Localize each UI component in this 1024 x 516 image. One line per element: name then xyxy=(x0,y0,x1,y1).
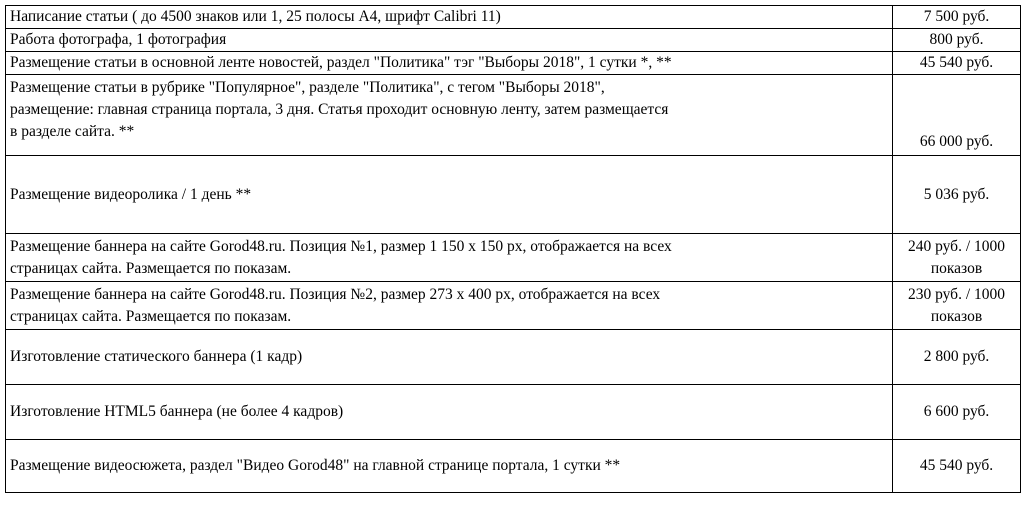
price-text: 45 540 руб. xyxy=(919,457,994,474)
table-row xyxy=(6,385,1021,440)
service-cell xyxy=(6,29,893,52)
service-text: Размещение баннера на сайте Gorod48.ru. Позиция №1, размер 1 150 х 150 px, отображается на всех xyxy=(10,237,672,255)
price-cell xyxy=(893,75,1021,156)
price-cell xyxy=(893,156,1021,234)
price-text: 240 руб. / 1000 xyxy=(907,237,1006,255)
table-row xyxy=(6,52,1021,75)
service-text: Изготовление HTML5 баннера (не более 4 кадров) xyxy=(10,403,344,420)
service-cell xyxy=(6,156,893,234)
service-text: Размещение видеоролика / 1 день ** xyxy=(10,185,252,203)
price-text: 2 800 руб. xyxy=(923,348,990,365)
price-text: 7 500 руб. xyxy=(923,8,990,25)
price-text: 66 000 руб. xyxy=(919,133,994,150)
service-text: Работа фотографа, 1 фотография xyxy=(10,31,227,48)
table-row xyxy=(6,75,1021,156)
price-cell xyxy=(893,385,1021,440)
service-text: Размещение видеосюжета, раздел "Видео Gorod48" на главной странице портала, 1 сутки ** xyxy=(10,457,621,474)
service-cell xyxy=(6,330,893,385)
service-text: страницах сайта. Размещается по показам. xyxy=(10,259,292,277)
price-text: 5 036 руб. xyxy=(923,185,990,203)
service-text: Размещение статьи в основной ленте новостей, раздел "Политика" тэг "Выборы 2018", 1 сутки *, ** xyxy=(10,54,672,71)
service-cell xyxy=(6,282,893,330)
table-row xyxy=(6,282,1021,330)
service-cell xyxy=(6,234,893,282)
price-cell xyxy=(893,234,1021,282)
price-table xyxy=(5,5,1021,493)
price-cell xyxy=(893,440,1021,493)
service-cell xyxy=(6,75,893,156)
price-text: 45 540 руб. xyxy=(919,54,994,71)
service-text: в разделе сайта. ** xyxy=(10,123,135,140)
service-cell xyxy=(6,52,893,75)
service-cell xyxy=(6,6,893,29)
service-text: Написание статьи ( до 4500 знаков или 1, 25 полосы А4, шрифт Calibri 11) xyxy=(10,8,501,25)
service-text: Размещение баннера на сайте Gorod48.ru. Позиция №2, размер 273 х 400 px, отображается на всех xyxy=(10,285,661,303)
price-cell xyxy=(893,52,1021,75)
table-row xyxy=(6,6,1021,29)
service-text: страницах сайта. Размещается по показам. xyxy=(10,307,292,325)
service-text: Изготовление статического баннера (1 кадр) xyxy=(10,348,303,365)
table-row xyxy=(6,29,1021,52)
table-row xyxy=(6,440,1021,493)
service-text: размещение: главная страница портала, 3 дня. Статья проходит основную ленту, затем размещается xyxy=(10,101,669,118)
price-text: показов xyxy=(930,259,983,277)
service-cell xyxy=(6,385,893,440)
price-text: 6 600 руб. xyxy=(923,403,990,420)
service-text: Размещение статьи в рубрике "Популярное", разделе "Политика", с тегом "Выборы 2018", xyxy=(10,79,605,96)
table-row xyxy=(6,330,1021,385)
table-row xyxy=(6,234,1021,282)
price-cell xyxy=(893,6,1021,29)
service-cell xyxy=(6,440,893,493)
price-text: 800 руб. xyxy=(929,31,984,48)
price-cell xyxy=(893,29,1021,52)
price-text: 230 руб. / 1000 xyxy=(907,285,1006,303)
table-row xyxy=(6,156,1021,234)
price-text: показов xyxy=(930,307,983,325)
price-cell xyxy=(893,282,1021,330)
price-cell xyxy=(893,330,1021,385)
